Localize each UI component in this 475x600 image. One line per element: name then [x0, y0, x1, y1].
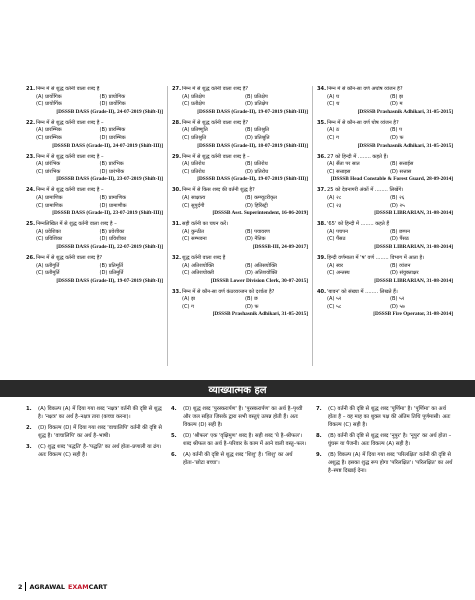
question-text: शुद्ध वर्तनी वाला शब्द है [182, 254, 226, 261]
question-text: निम्न में से कौन-सा वर्ण अघोष व्यंजन है? [327, 86, 403, 92]
option: (A) स्वर [327, 262, 343, 269]
exam-source: [DSSSB DASS (Grade-II), 23-07-2019 (Shift-III)] [52, 210, 163, 217]
question-item [172, 255, 308, 285]
option: (C) प्रतिरोध [182, 168, 205, 175]
solution-number: 6. [171, 452, 177, 458]
question-stem [172, 255, 308, 263]
question-text: निम्न में से शुद्ध वर्तनी वाला शब्द है – [36, 187, 104, 194]
question-number: 28. [172, 119, 182, 126]
option: (A) झ [182, 296, 195, 303]
option: (C) सत्ताइस [327, 168, 351, 175]
option-list [317, 161, 453, 176]
exam-source: [DSSSB DASS (Grade-II), 19-07-2019 (Shift-III)] [197, 176, 308, 183]
option: (B) प [390, 127, 402, 134]
option: (B) पयावरण [245, 228, 270, 235]
question-item [317, 289, 453, 319]
question-item [317, 255, 453, 285]
exam-source: [DSSSB LIBRARIAN, 31-08-2014] [374, 243, 453, 250]
question-text: निम्न में से किस शब्द की वर्तनी शुद्ध है? [182, 187, 255, 194]
option: (D) प्रविशीका [99, 236, 127, 243]
solution-text: (B) विकल्प (A) में दिया गया शब्द 'परिलक्षित' वर्तनी की दृष्टि से अशुद्ध है। इसका शुद्ध रूप होगा 'परिलक्षित'। 'परिलक्षित' का अर्थ है–स्पष्ट दिखाई देना। [328, 452, 453, 474]
option-list [172, 263, 308, 278]
option: (C) सुपुर्दगी [182, 202, 205, 209]
solution-text: (A) विकल्प (A) में दिया गया शब्द 'नक्षत्र' वर्तनी की दृष्टि से शुद्ध है। 'नक्षत्र' का अर्थ है–नक्षत्र तारा (कच्चा करना)। [38, 406, 162, 420]
question-item [26, 120, 163, 150]
question-stem [26, 86, 163, 94]
question-stem [317, 255, 453, 263]
solution-number: 1. [26, 406, 32, 412]
question-number: 22. [26, 119, 36, 126]
solution-item [316, 451, 453, 475]
exam-source: [DSSSB DASS (Grade-II), 18-07-2019 (Shift-III)] [197, 142, 308, 149]
option: (B) झ [390, 93, 403, 100]
option-list [172, 161, 308, 176]
option: (D) फ [390, 134, 404, 141]
option-list [26, 263, 163, 278]
option: (B) सत्ताईस [390, 161, 414, 168]
question-number: 25. [26, 221, 36, 228]
question-item [172, 154, 308, 184]
option: (A) प्रांरंभिक [36, 161, 61, 168]
option: (B) प्रायोगिक [99, 93, 126, 100]
question-stem [317, 289, 453, 297]
page-number: 2 [18, 582, 23, 591]
option-list [317, 296, 453, 311]
option: (B) २६ [390, 194, 405, 201]
option: (C) प्रायोर्गिक [36, 101, 62, 108]
question-number: 27. [172, 86, 182, 92]
question-stem [172, 187, 308, 195]
exam-source: [DSSSB LIBRARIAN, 31-08-2014] [374, 277, 453, 284]
solution-number: 9. [316, 452, 322, 458]
question-stem [317, 221, 453, 229]
option: (B) प्रारम्भिक [99, 127, 126, 134]
option: (C) प्रविशिका [36, 236, 63, 243]
option: (D) २५ [390, 202, 405, 209]
option: (B) व्यंजन [390, 262, 411, 269]
solution-number: 4. [171, 406, 177, 412]
option-list [26, 127, 163, 142]
option: (D) हिरिंस्ट्री [245, 202, 268, 209]
solution-number: 7. [316, 406, 322, 412]
solution-number: 2. [26, 425, 32, 431]
question-stem [26, 187, 163, 195]
question-text: हिन्दी वर्णमाला में 'ष' वर्ण ........ विभाग में आता है। [327, 254, 425, 261]
solution-text: (D) विकल्प (D) में दिया गया शब्द 'वाचालिपि' वर्तनी की दृष्टि से शुद्ध है। 'वाचालिपि' का अर्थ है–भाषी। [38, 425, 162, 439]
option: (C) थ [327, 101, 340, 108]
question-item [317, 221, 453, 251]
option: (A) प्रारम्भिक [36, 127, 62, 134]
question-number: 29. [172, 153, 182, 160]
exam-source: [DSSSB DASS (Grade-II), 22-07-2019 (Shift-I)] [56, 243, 163, 250]
solution-number: 8. [316, 433, 322, 439]
question-item [317, 187, 453, 217]
option: (C) प्रारम्भिक [36, 134, 62, 141]
exam-source: [DSSSB Fire Operator, 31-08-2014] [373, 311, 453, 318]
option-list [317, 127, 453, 142]
question-column-2 [167, 86, 312, 366]
option: (D) अतिशयोक्ति [245, 270, 278, 277]
option: (D) प्रारम्भिक [99, 134, 126, 141]
option-list [317, 229, 453, 244]
solution-item [316, 432, 453, 448]
question-item [172, 86, 308, 116]
solution-text: (C) वर्तनी की दृष्टि से शुद्ध शब्द 'पूर्णिमा' है। 'पूर्णिमा' का अर्थ होता है – वह माह का शुक्ल पक्ष की अंतिम तिथि पूर्णमासी। अतः विकल्प (C) सही है। [328, 406, 451, 428]
option: (A) अतिशयोक्ति [182, 262, 214, 269]
question-number: 39. [317, 254, 327, 261]
option: (C) सम्भवना [182, 236, 207, 243]
option: (C) प्रतीमुर्ति [36, 270, 60, 277]
exam-source: [DSSSB DASS (Grade-II), 24-07-2019 (Shift-I)] [56, 108, 163, 115]
question-text: निम्नलिखित में से शुद्ध वर्तनी वाला शब्द है – [36, 221, 117, 228]
question-item [317, 86, 453, 116]
solution-text: (B) वर्तनी की दृष्टि से शुद्ध शब्द 'नूपुर' है। 'नूपुर' का अर्थ होता – घुंघरू या पैजनी। अतः विकल्प (A) सही है। [328, 433, 452, 447]
solution-column-1 [22, 405, 167, 478]
solution-item [171, 405, 308, 429]
question-number: 37. [317, 187, 327, 194]
option: (A) प्रामाणिक [36, 194, 63, 201]
question-text: निम्न में से शुद्ध वर्तनी वाला शब्द है? [182, 119, 249, 126]
question-item [317, 154, 453, 184]
option: (A) साक्षात्य [182, 194, 206, 201]
exam-source: [DSSSB Lower Division Clerk, 30-07-2015] [210, 277, 308, 284]
question-stem [26, 221, 163, 229]
option: (D) प्रारंभीक [99, 168, 125, 175]
option-list [172, 94, 308, 109]
option: (B) कम्प्यूटरीकृत [245, 194, 277, 201]
option: (A) प्रार्योगिक [36, 93, 62, 100]
option: (B) प्रामाणिक [99, 194, 127, 201]
option: (C) ५८ [327, 303, 342, 310]
option: (A) प्रतीगुर्ति [36, 262, 60, 269]
question-number: 40. [317, 288, 327, 295]
solution-item [26, 424, 163, 440]
exam-source: [DSSSB Asst. Superintendent, 16-06-2019] [212, 210, 308, 217]
option: (A) घ [327, 93, 340, 100]
question-text: निम्न में से शुद्ध वर्तनी वाला शब्द है – [182, 153, 250, 160]
question-stem [317, 86, 453, 94]
option: (A) २८ [327, 194, 342, 201]
option: (B) प्रतिरोध [245, 161, 268, 168]
question-text: सही वर्तनी का चयन करें। [182, 221, 228, 228]
option: (D) प्रतिक्षेप [245, 101, 269, 108]
question-text: निम्न में से शुद्ध वर्तनी वाला शब्द है – [36, 119, 104, 126]
option: (B) प्रतिश्रुति [245, 127, 270, 134]
option-list [172, 229, 308, 244]
option-list [172, 195, 308, 210]
option: (A) ठ [327, 127, 340, 134]
option: (A) कुन्ठीत [182, 228, 204, 235]
option-list [26, 94, 163, 109]
question-item [26, 255, 163, 285]
question-text: 'बावन' को संख्या में ........ लिखते हैं। [327, 288, 398, 295]
exam-source: [DSSSB DASS (Grade-II), 19-07-2019 (Shift-I)] [56, 277, 163, 284]
option: (D) नैतिक [245, 236, 266, 243]
question-text: '65' को हिन्दी में ........ कहते हैं [327, 221, 390, 228]
question-stem [317, 187, 453, 195]
exam-source: [DSSSB LIBRARIAN, 31-08-2014] [374, 210, 453, 217]
option-list [317, 263, 453, 278]
option: (B) प्रतिक्षेप [245, 93, 268, 100]
option: (B) प्रतिमूर्ति [99, 262, 123, 269]
option: (B) अतिसयोक्ति [245, 262, 277, 269]
option-list [317, 195, 453, 210]
option: (D) फ [245, 303, 259, 310]
question-item [172, 221, 308, 251]
question-item [317, 120, 453, 150]
brand-name: AGRAWAL [29, 582, 66, 591]
option: (D) संयुक्ताक्षर [390, 270, 419, 277]
option: (C) अन्तस्थ [327, 270, 350, 277]
question-stem [26, 255, 163, 263]
option: (C) प्रतीक्षेप [182, 101, 205, 108]
questions-area [22, 86, 458, 366]
question-text: निम्न में से शुद्ध वर्तनी वाला शब्द है [36, 86, 100, 92]
option: (D) पैंसठ [390, 236, 409, 243]
option: (A) प्रतिष्णुति [182, 127, 208, 134]
question-number: 33. [172, 288, 182, 295]
option: (A) प्रवेशिका [36, 228, 61, 235]
option: (D) प्रतिश्रुति [245, 134, 270, 141]
question-text: निम्न में से कौन-सा वर्ण घोष व्यंजन है? [327, 119, 399, 126]
exam-source: [DSSSB Head Constable & Forest Guard, 28-09-2014] [330, 176, 453, 183]
question-text: 27 को हिन्दी में ........ कहते हैं। [327, 153, 389, 160]
question-text: निम्न में से शुद्ध वर्तनी वाला शब्द है? [182, 86, 249, 92]
option-list [317, 94, 453, 109]
exam-source: [DSSSB Prashasnik Adhikari, 31-05-2015] [357, 108, 453, 115]
option: (A) पचपन [327, 228, 348, 235]
solution-column-3 [312, 405, 457, 478]
question-number: 36. [317, 153, 327, 160]
question-stem [172, 221, 308, 229]
option: (D) ५७ [390, 303, 405, 310]
option: (D) प्रतिमुर्ति [99, 270, 124, 277]
question-number: 26. [26, 254, 36, 261]
option-list [172, 296, 308, 311]
question-number: 34. [317, 86, 327, 92]
question-text: 25 को देवनागरी अंकों में ........ लिखेंगे। [327, 187, 404, 194]
question-item [172, 289, 308, 319]
question-number: 32. [172, 254, 182, 261]
option: (B) छप्पन [390, 228, 410, 235]
option: (A) सैंता पर सात [327, 161, 360, 168]
question-number: 31. [172, 221, 182, 228]
exam-source: [DSSSB-III, 24-09-2017] [252, 243, 308, 250]
option: (C) पैंसठ [327, 236, 346, 243]
solution-number: 5. [171, 433, 177, 439]
option: (B) ५२ [390, 296, 405, 303]
footer-divider [25, 582, 26, 591]
question-stem [172, 289, 308, 297]
option: (C) ग [182, 303, 195, 310]
exam-source: [DSSSB DASS (Grade-II), 24-07-2019 (Shift-III)] [52, 142, 163, 149]
solution-item [171, 451, 308, 467]
page-footer [18, 582, 107, 591]
option: (B) प्रारंभिक [99, 161, 124, 168]
solution-item [171, 432, 308, 448]
option: (A) ५२ [327, 296, 342, 303]
option: (D) प्रतिरोध [245, 168, 269, 175]
question-item [26, 187, 163, 217]
question-number: 21. [26, 86, 36, 92]
option: (B) छ [245, 296, 258, 303]
exam-source: [DSSSB Prashasnik Adhikari, 31-05-2015] [212, 311, 308, 318]
exam-source: [DSSSB DASS (Grade-II), 23-07-2019 (Shift-I)] [56, 176, 163, 183]
question-item [172, 120, 308, 150]
solution-column-2 [167, 405, 312, 478]
question-item [26, 154, 163, 184]
solution-item [316, 405, 453, 429]
solution-text: (D) शुद्ध शब्द 'पुरस्करार्पण' है। 'पुरस्करार्पण' का अर्थ है–पृथ्वी और जल सहित जिसके द्वारा सभी वस्तुएं उत्पन्न होती हैं। अतः विकल्प (D) सही है। [183, 406, 303, 428]
option: (C) २३ [327, 202, 342, 209]
option: (B) प्रवेशीका [99, 228, 125, 235]
question-item [26, 86, 163, 116]
option: (C) प्रतिश्रुति [182, 134, 207, 141]
option: (D) सत्तास [390, 168, 412, 175]
question-number: 23. [26, 153, 36, 160]
question-number: 35. [317, 119, 327, 126]
exam-source: [DSSSB DASS (Grade-II), 19-07-2019 (Shift-III)] [197, 108, 308, 115]
question-number: 38. [317, 221, 327, 228]
solution-number: 3. [26, 444, 32, 450]
solutions-header-title: व्याख्यात्मक हल [208, 385, 267, 396]
option: (C) ग [327, 134, 340, 141]
question-text: निम्न में से कौन-सा वर्ण कंठव्यञ्जन को दर्शाता है? [182, 288, 275, 295]
solution-item [26, 443, 163, 459]
option-list [26, 195, 163, 210]
option: (C) प्रामाणिक [36, 202, 63, 209]
solutions-header-band [0, 380, 475, 397]
brand-cart: CART [88, 582, 108, 591]
solution-item [26, 405, 163, 421]
solution-text: (A) वर्तनी की दृष्टि से शुद्ध शब्द 'शिशु' है। 'शिशु' का अर्थ होता–'छोटा बच्चा'। [183, 452, 293, 466]
question-text: निम्न में से शुद्ध वर्तनी वाला शब्द है? [36, 254, 103, 261]
question-number: 30. [172, 187, 182, 194]
option: (C) प्रांरभिक [36, 168, 61, 175]
option: (A) प्रतिरोध [182, 161, 205, 168]
question-text: निम्न में से शुद्ध वर्तनी वाला शब्द है – [36, 153, 104, 160]
solutions-area [22, 405, 458, 478]
exam-source: [DSSSB Prashasnik Adhikari, 31-05-2015] [357, 142, 453, 149]
solution-text: (D) 'श्रीफल' एक 'वृक्षिमुण' शब्द है। सही शब्द 'ये है–श्रीफल'। शब्द श्रीफल का अर्थ है–परिवार के काम में आने वाली वस्तु–फल। [183, 433, 307, 447]
question-item [26, 221, 163, 251]
option: (D) म [390, 101, 403, 108]
option-list [172, 127, 308, 142]
option-list [26, 161, 163, 176]
option: (D) प्रार्योगिक [99, 101, 126, 108]
option: (C) अतिशयोक्ती [182, 270, 214, 277]
question-stem [317, 120, 453, 128]
question-item [172, 187, 308, 217]
question-stem [172, 86, 308, 94]
question-number: 24. [26, 187, 36, 194]
question-column-3 [312, 86, 457, 366]
option: (A) प्रतिक्षेप [182, 93, 205, 100]
solution-text: (C) शुद्ध शब्द 'पद्धति' है–'पद्धति' का अर्थ होता–प्रणाली या ढंग। अतः विकल्प (C) सही है। [38, 444, 162, 458]
brand-exam: EXAM [68, 582, 89, 591]
option: (D) प्रामाणीक [99, 202, 127, 209]
question-column-1 [22, 86, 167, 366]
option-list [26, 229, 163, 244]
